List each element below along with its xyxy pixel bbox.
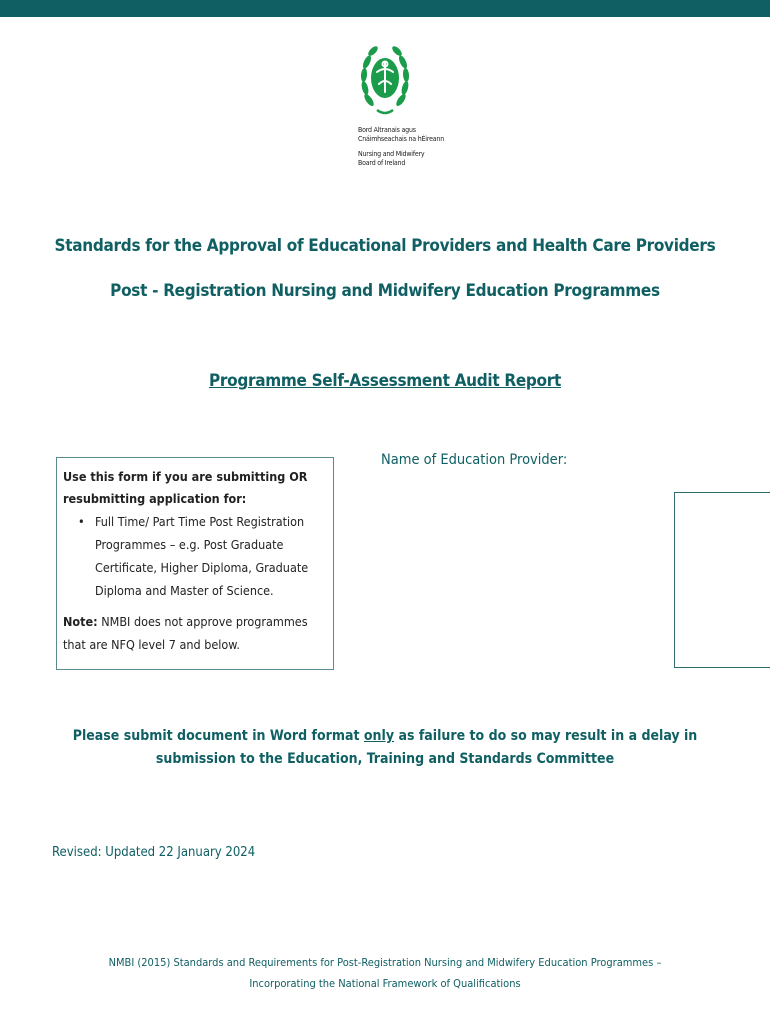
logo-irish-line1: Bord Altranais agus	[358, 126, 416, 134]
instructions-list	[63, 510, 325, 602]
submission-notice-line1	[0, 725, 770, 748]
instructions-box	[56, 457, 334, 670]
list-item-text: Full Time/ Part Time Post Registration Programmes – e.g. Post Graduate Certificate, Higher Diploma, Graduate Diploma and Master of Science.	[95, 514, 309, 598]
note-label: Note:	[63, 614, 98, 629]
submission-notice-line2: submission to the Education, Training and Standards Committee	[155, 751, 615, 767]
report-title: Programme Self-Assessment Audit Report	[208, 371, 562, 391]
page-title: Standards for the Approval of Educational Providers and Health Care Providers	[54, 236, 716, 256]
page-subtitle: Post - Registration Nursing and Midwifery Education Programmes	[110, 281, 660, 301]
notice-part2: as failure to do so may result in a delay in	[394, 728, 698, 744]
nmbi-logo-icon	[355, 38, 415, 118]
logo-irish-line2: Cnáimhseachais na hÉireann	[358, 135, 445, 143]
revision-date: Revised: Updated 22 January 2024	[52, 845, 256, 860]
logo-english-line1: Nursing and Midwifery	[358, 150, 425, 158]
header-bar	[0, 0, 770, 17]
notice-emphasis: only	[363, 728, 395, 744]
logo-caption	[358, 126, 458, 168]
footer-line1: NMBI (2015) Standards and Requirements for Post-Registration Nursing and Midwifery Education Programmes –	[108, 956, 662, 969]
submission-notice	[0, 725, 770, 771]
notice-part1: Please submit document in Word format	[72, 728, 364, 744]
provider-name-field[interactable]	[674, 492, 770, 668]
instructions-note	[63, 610, 325, 656]
bullet-icon: •	[78, 514, 85, 529]
page-footer	[0, 952, 770, 994]
list-item	[78, 510, 325, 602]
footer-line2: Incorporating the National Framework of Qualifications	[249, 977, 521, 990]
provider-name-label: Name of Education Provider:	[381, 452, 568, 468]
logo-english-line2: Board of Ireland	[358, 159, 406, 167]
instructions-lead: Use this form if you are submitting OR resubmitting application for:	[63, 469, 308, 506]
note-text: NMBI does not approve programmes that are NFQ level 7 and below.	[63, 614, 308, 652]
